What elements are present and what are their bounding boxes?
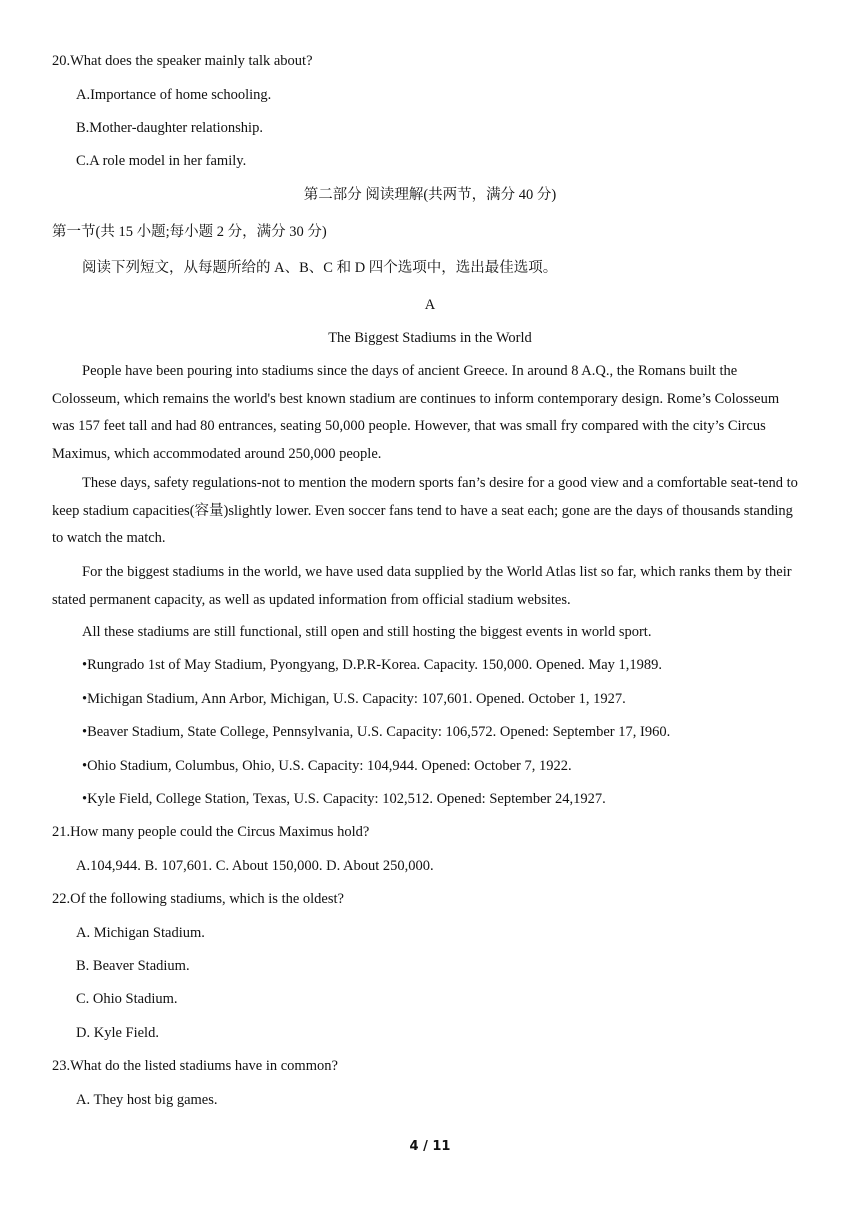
option-20a: A.Importance of home schooling.	[76, 87, 272, 103]
option-22c: C. Ohio Stadium.	[76, 991, 178, 1007]
stadium-item: •Ohio Stadium, Columbus, Ohio, U.S. Capacity: 104,944. Opened: October 7, 1922.	[82, 758, 572, 774]
stadium-item: •Rungrado 1st of May Stadium, Pyongyang, D.P.R-Korea. Capacity. 150,000. Opened. May 1,1989.	[82, 657, 663, 673]
paragraph-4: All these stadiums are still functional, still open and still hosting the biggest events in world sport.	[82, 624, 652, 640]
question-22: 22.Of the following stadiums, which is the oldest?	[52, 891, 344, 907]
options-21: A.104,944. B. 107,601. C. About 150,000. D. About 250,000.	[76, 858, 434, 874]
passage-label: A	[424, 297, 436, 313]
option-22d: D. Kyle Field.	[76, 1025, 159, 1041]
option-23a: A. They host big games.	[76, 1092, 218, 1108]
paragraph-1: People have been pouring into stadiums since the days of ancient Greece. In around 8 A.Q., the Romans built the Colosseum, which remains the world's best known stadium are continues to inform contemporary design. Rome’s Colosseum was 157 feet tall and had 80 entrances, seating 50,000 people. However, that was small fry compared with the city’s Circus Maximus, which accommodated around 250,000 people.	[52, 363, 780, 462]
question-23: 23.What do the listed stadiums have in common?	[52, 1058, 338, 1074]
instructions: 阅读下列短文，从每题所给的 A、B、C 和 D 四个选项中，选出最佳选项。	[82, 260, 558, 276]
option-20b: B.Mother-daughter relationship.	[76, 120, 263, 136]
paragraph-2: These days, safety regulations-not to mention the modern sports fan’s desire for a good view and a comfortable seat-tend to keep stadium capacities(容量)slightly lower. Even soccer fans tend to have a seat each; gone are the days of thousands standing to watch the match.	[52, 475, 798, 546]
option-22a: A. Michigan Stadium.	[76, 925, 205, 941]
question-21: 21.How many people could the Circus Maximus hold?	[52, 824, 370, 840]
question-20: 20.What does the speaker mainly talk about?	[52, 53, 313, 69]
part2-title: 第二部分 阅读理解(共两节，满分 40 分)	[303, 187, 557, 203]
stadium-item: •Kyle Field, College Station, Texas, U.S. Capacity: 102,512. Opened: September 24,1927.	[82, 791, 606, 807]
passage-title: The Biggest Stadiums in the World	[328, 330, 532, 346]
stadium-item: •Beaver Stadium, State College, Pennsylvania, U.S. Capacity: 106,572. Opened: September 17, I960.	[82, 724, 671, 740]
paragraph-3: For the biggest stadiums in the world, we have used data supplied by the World Atlas list so far, which ranks them by their stated permanent capacity, as well as updated information from official stadium websites.	[52, 564, 792, 608]
page-number: 4 / 11	[409, 1139, 451, 1154]
section1-heading: 第一节(共 15 小题;每小题 2 分，满分 30 分)	[52, 224, 327, 240]
stadium-item: •Michigan Stadium, Ann Arbor, Michigan, U.S. Capacity: 107,601. Opened. October 1, 1927.	[82, 691, 626, 707]
option-22b: B. Beaver Stadium.	[76, 958, 190, 974]
option-20c: C.A role model in her family.	[76, 153, 247, 169]
